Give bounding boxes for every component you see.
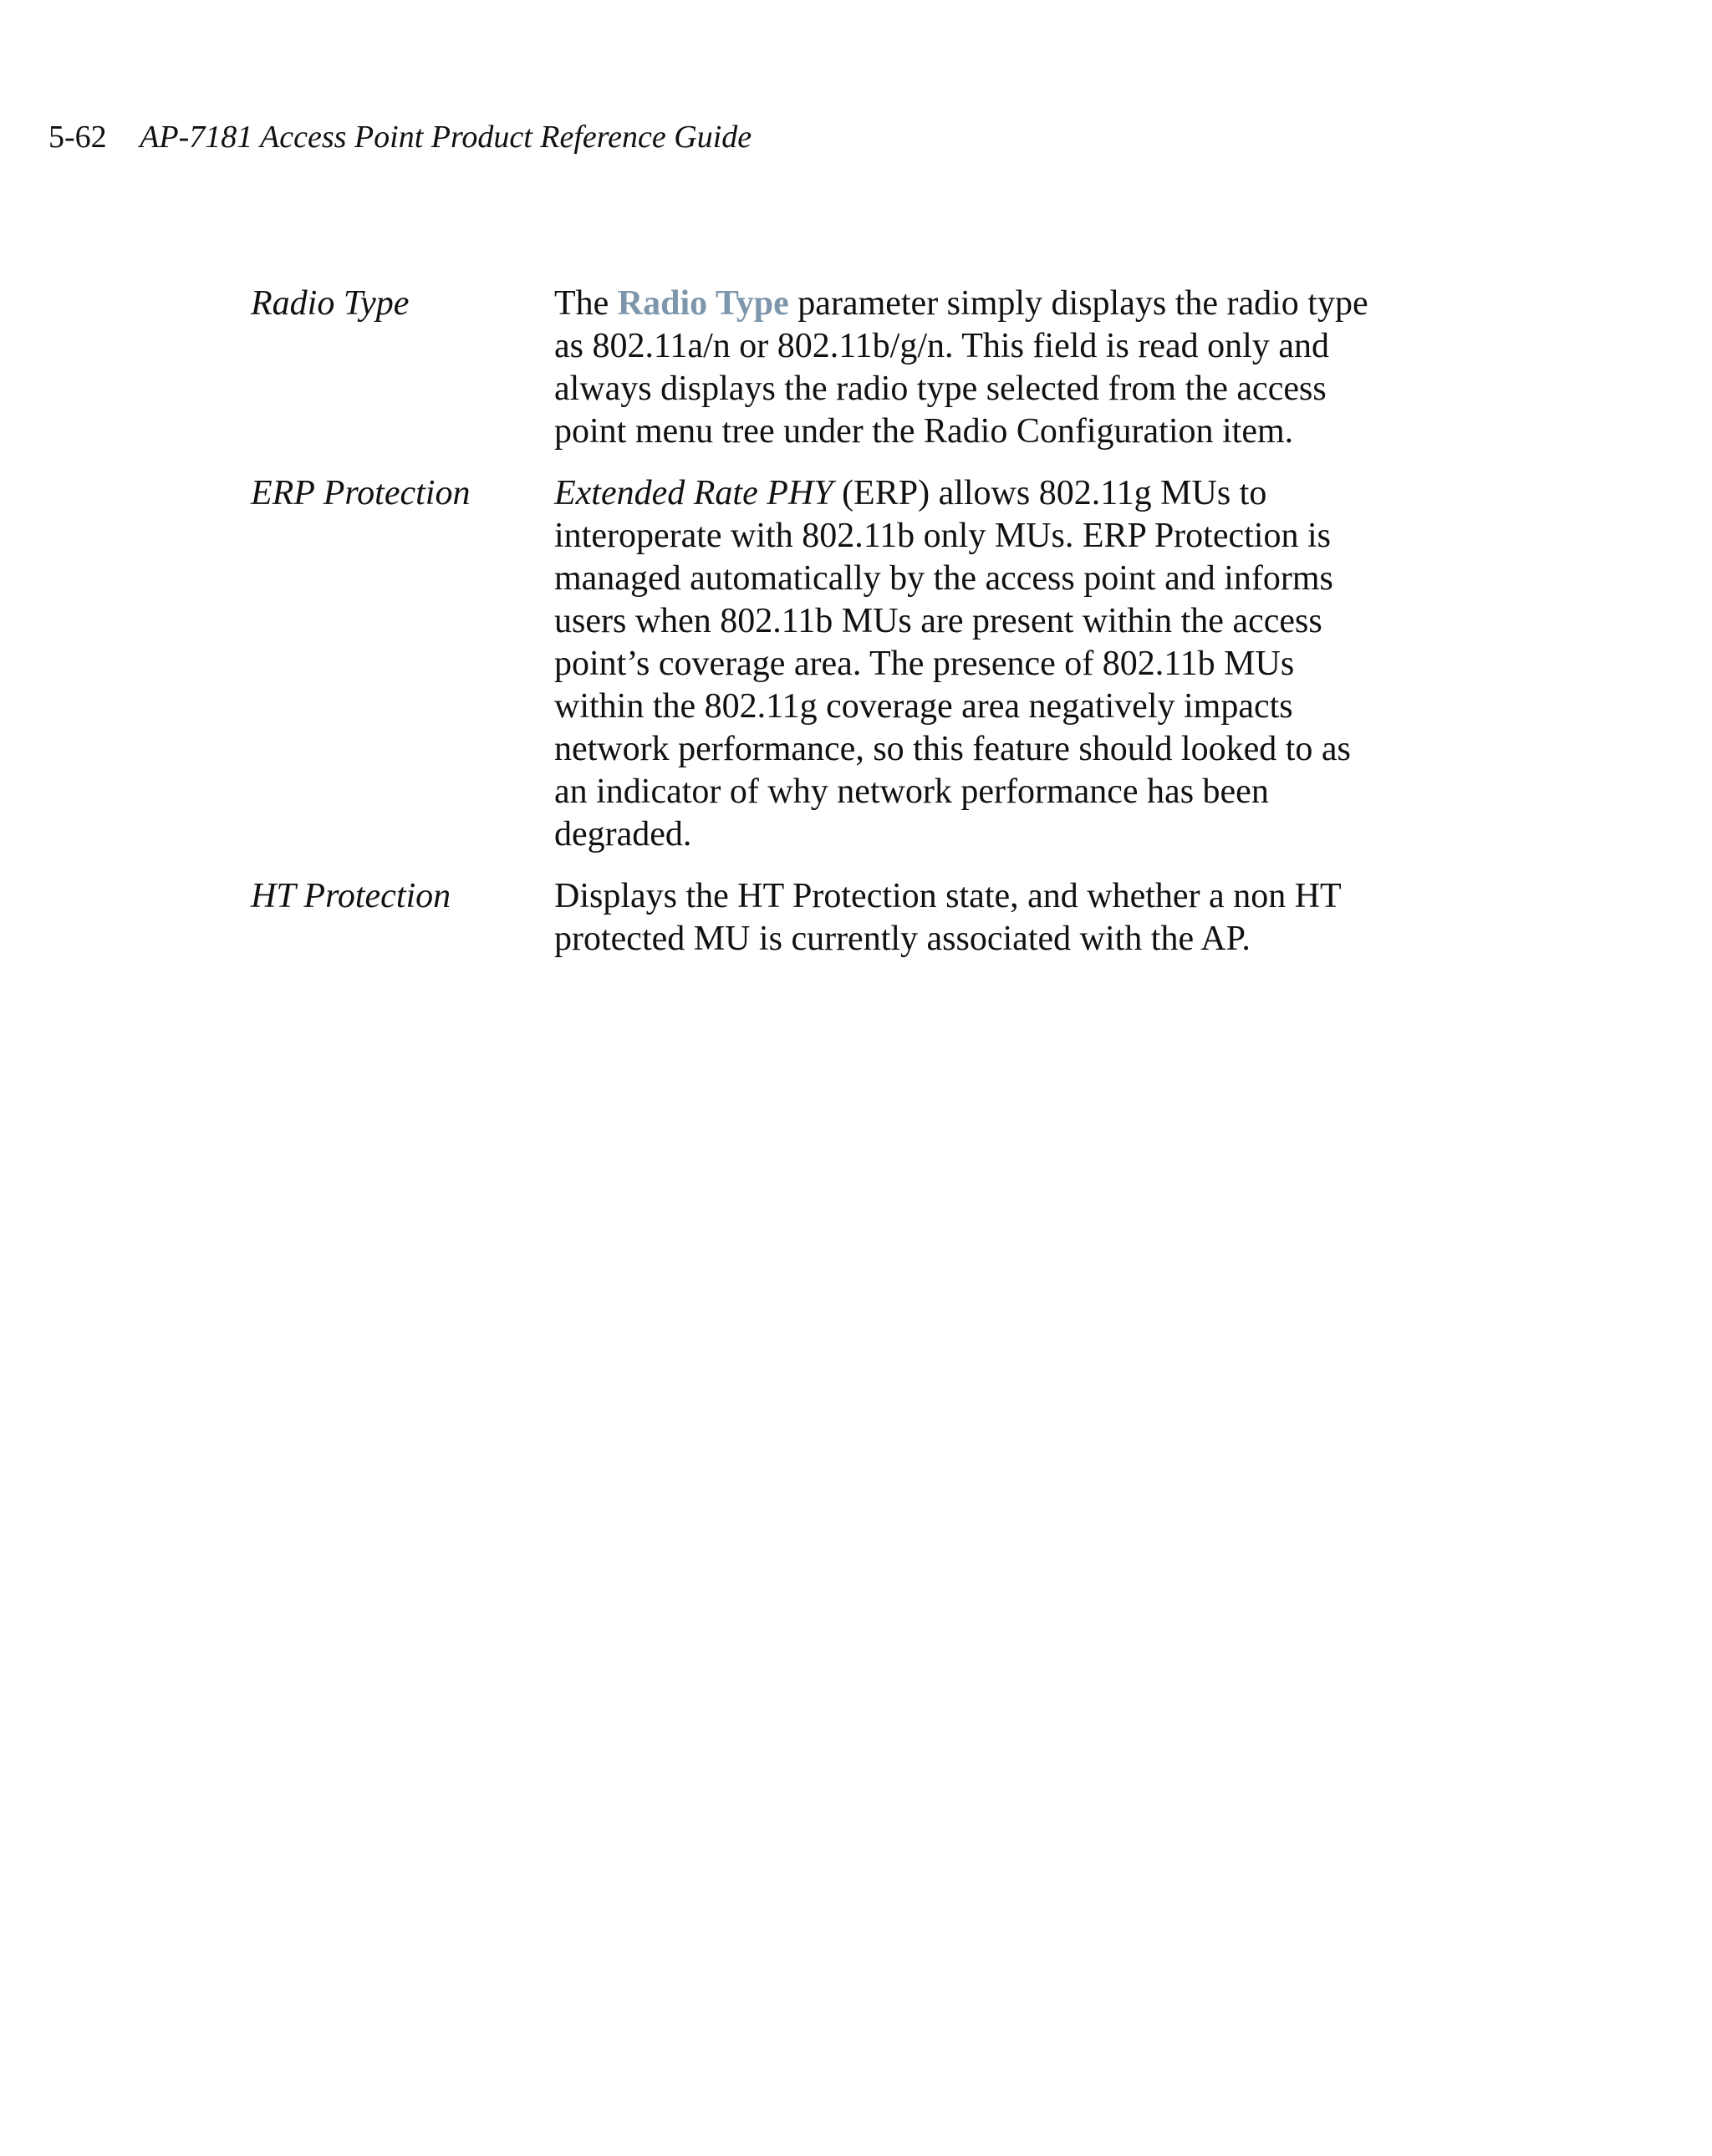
radio-type-term: Radio Type	[617, 284, 789, 323]
parameter-name: HT Protection	[251, 877, 451, 915]
parameter-description	[554, 283, 1390, 453]
parameter-row-radio-type	[251, 283, 1421, 453]
description-text: The	[554, 284, 618, 323]
page-header	[48, 117, 752, 157]
parameter-description: Displays the HT Protection state, and whether a non HT protected MU is currently associated with the AP.	[554, 877, 1341, 958]
description-text: parameter simply displays the radio type as 802.11a/n or 802.11b/g/n. This field is read only and always displays the radio type selected from the access point menu tree under the Radio Configuration item.	[554, 284, 1368, 451]
description-text: (ERP) allows 802.11g MUs to interoperate with 802.11b only MUs. ERP Protection is managed automatically by the access point and informs users when 802.11b MUs are present within the access point’s coverage area. The presence of 802.11b MUs within the 802.11g coverage area negatively impacts network performance, so this feature should looked to as an indicator of why network performance has been degraded.	[554, 474, 1351, 854]
parameter-row-erp-protection	[251, 472, 1421, 856]
parameter-name: Radio Type	[251, 284, 410, 323]
page-number: 5-62	[48, 120, 107, 155]
parameter-table	[251, 283, 1421, 980]
guide-title: AP-7181 Access Point Product Reference Guide	[140, 120, 752, 155]
parameter-row-ht-protection	[251, 875, 1421, 961]
parameter-description	[554, 472, 1390, 856]
extended-rate-phy-term: Extended Rate PHY	[554, 474, 833, 512]
parameter-name: ERP Protection	[251, 474, 471, 512]
